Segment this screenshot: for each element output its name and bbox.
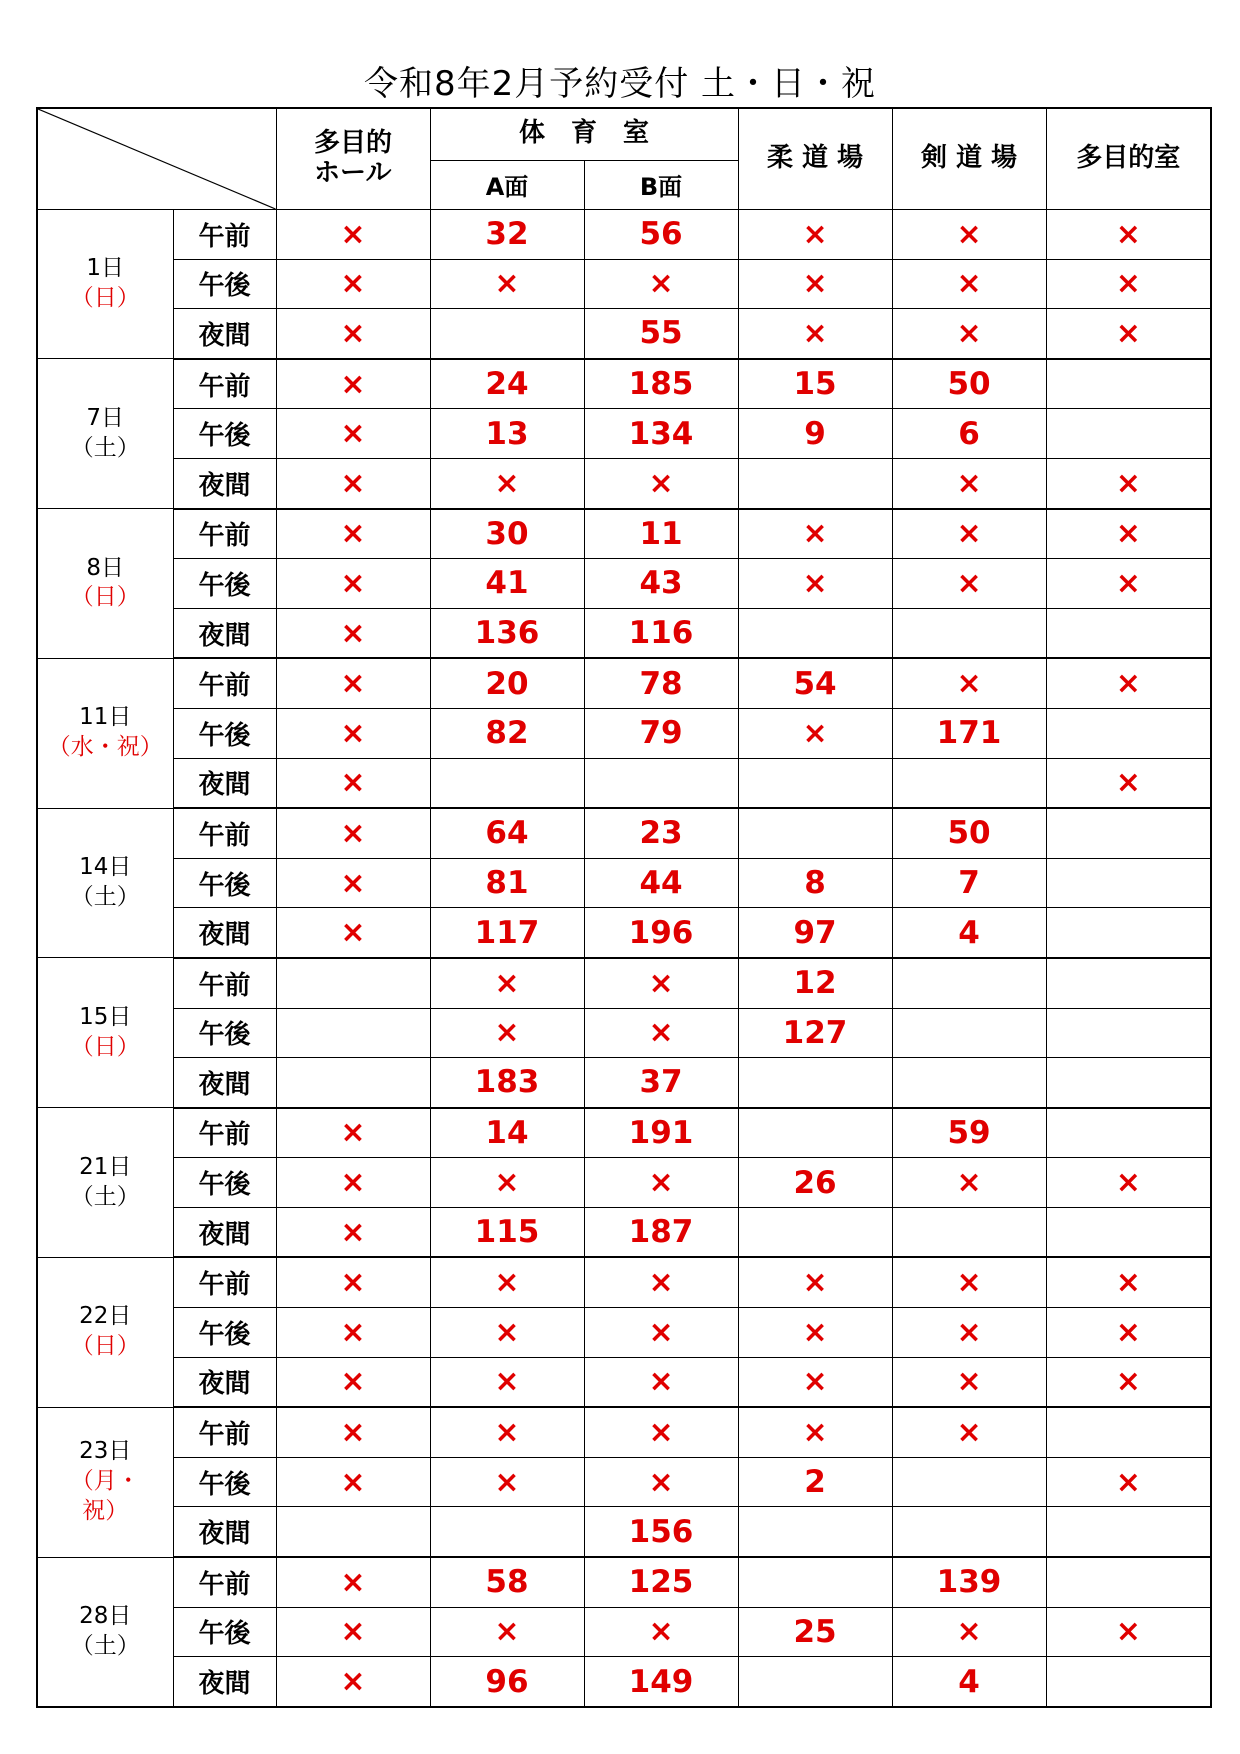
availability-cell: × [276,359,430,409]
availability-cell: × [1046,509,1211,559]
date-label: 21日 [79,1153,132,1180]
availability-cell: × [1046,210,1211,260]
table-row [37,858,1211,908]
slot-label: 午後 [173,1158,276,1208]
slot-label: 午後 [173,1308,276,1358]
slot-label: 午後 [173,708,276,758]
slot-label: 夜間 [173,908,276,958]
availability-cell: 9 [738,409,892,459]
availability-cell [738,1657,892,1707]
date-cell [37,1557,173,1707]
availability-cell: 78 [584,658,738,708]
table-row [37,1357,1211,1407]
weekday-label: （土） [70,884,140,911]
availability-cell: 79 [584,708,738,758]
availability-cell: × [276,1457,430,1507]
table-row [37,559,1211,609]
availability-cell: × [430,1607,584,1657]
slot-label: 午前 [173,359,276,409]
date-label: 14日 [79,854,132,881]
availability-cell [430,1507,584,1557]
slot-label: 午後 [173,858,276,908]
availability-cell: × [892,458,1046,508]
availability-cell [892,958,1046,1008]
availability-cell: × [738,509,892,559]
availability-cell: 136 [430,608,584,658]
availability-cell: × [276,858,430,908]
availability-cell: 171 [892,708,1046,758]
availability-cell [276,1058,430,1108]
slot-label: 夜間 [173,1207,276,1257]
date-label: 1日 [86,255,125,282]
availability-cell: × [584,458,738,508]
date-cell [37,658,173,808]
slot-label: 夜間 [173,1058,276,1108]
availability-cell [1046,1058,1211,1108]
availability-cell: 156 [584,1507,738,1557]
table-row [37,309,1211,359]
date-label: 22日 [79,1303,132,1330]
date-label: 23日 [79,1438,132,1465]
availability-cell: × [584,1357,738,1407]
availability-cell: 116 [584,608,738,658]
availability-cell: × [276,808,430,858]
slot-label: 午後 [173,1607,276,1657]
availability-cell: 125 [584,1557,738,1607]
availability-cell: 54 [738,658,892,708]
availability-cell: × [276,1108,430,1158]
slot-label: 午後 [173,409,276,459]
availability-cell [1046,359,1211,409]
slot-label: 午前 [173,658,276,708]
table-row [37,458,1211,508]
slot-label: 午前 [173,1407,276,1457]
slot-label: 午前 [173,509,276,559]
availability-cell: 20 [430,658,584,708]
availability-cell: × [738,1407,892,1457]
weekday-label: （水・祝） [47,734,163,761]
table-row [37,758,1211,808]
availability-cell: × [584,259,738,309]
availability-cell: × [1046,658,1211,708]
availability-cell: × [276,1607,430,1657]
availability-cell: × [892,1607,1046,1657]
availability-cell: 23 [584,808,738,858]
availability-cell: × [738,259,892,309]
availability-cell: 2 [738,1457,892,1507]
availability-cell: 26 [738,1158,892,1208]
slot-label: 夜間 [173,1357,276,1407]
availability-cell [1046,908,1211,958]
slot-label: 午後 [173,1008,276,1058]
date-cell [37,359,173,509]
availability-cell: 115 [430,1207,584,1257]
table-row [37,1257,1211,1307]
availability-cell: × [1046,1607,1211,1657]
slot-label: 午前 [173,958,276,1008]
availability-cell [738,1207,892,1257]
availability-cell [738,758,892,808]
availability-cell: × [738,1357,892,1407]
availability-cell [892,1507,1046,1557]
availability-cell: 24 [430,359,584,409]
availability-cell: × [430,1357,584,1407]
availability-cell: × [276,1257,430,1307]
availability-cell: × [430,458,584,508]
table-row [37,1507,1211,1557]
diagonal-line [38,109,276,209]
availability-cell: 41 [430,559,584,609]
availability-cell: × [276,1407,430,1457]
slot-label: 夜間 [173,1657,276,1707]
availability-cell: × [584,1158,738,1208]
availability-cell: × [430,1257,584,1307]
availability-cell: × [276,1657,430,1707]
availability-cell: × [276,708,430,758]
availability-cell [430,758,584,808]
availability-cell: 14 [430,1108,584,1158]
availability-cell: × [738,309,892,359]
table-row [37,1058,1211,1108]
availability-cell: × [276,1357,430,1407]
availability-cell: × [276,1308,430,1358]
availability-cell: 64 [430,808,584,858]
slot-label: 午後 [173,1457,276,1507]
availability-cell: 15 [738,359,892,409]
availability-cell: 4 [892,908,1046,958]
availability-cell: 187 [584,1207,738,1257]
date-cell [37,509,173,659]
slot-label: 午前 [173,210,276,260]
availability-cell [1046,1207,1211,1257]
availability-cell: × [276,758,430,808]
table-row [37,359,1211,409]
availability-cell [1046,1507,1211,1557]
availability-cell: × [276,309,430,359]
header-gym-a: A面 [430,160,584,210]
availability-cell: 97 [738,908,892,958]
availability-cell [738,1507,892,1557]
availability-cell: × [892,509,1046,559]
weekday-label: （月・ 祝） [70,1468,140,1525]
slot-label: 午後 [173,259,276,309]
slot-label: 午後 [173,559,276,609]
weekday-label: （日） [70,1033,140,1060]
availability-cell: 183 [430,1058,584,1108]
table-row [37,908,1211,958]
availability-cell [892,1457,1046,1507]
table-row [37,658,1211,708]
availability-cell: × [584,1457,738,1507]
slot-label: 夜間 [173,309,276,359]
availability-cell: 134 [584,409,738,459]
availability-cell: × [584,958,738,1008]
availability-cell: × [892,658,1046,708]
header-gym: 体 育 室 [430,108,738,160]
availability-cell: × [276,210,430,260]
availability-cell [892,1058,1046,1108]
availability-cell: 82 [430,708,584,758]
table-row [37,608,1211,658]
table-row [37,1207,1211,1257]
availability-cell: × [892,559,1046,609]
slot-label: 午前 [173,1257,276,1307]
availability-cell: × [1046,1357,1211,1407]
availability-cell [276,1008,430,1058]
availability-cell [584,758,738,808]
weekday-label: （日） [70,285,140,312]
availability-cell: × [738,1308,892,1358]
table-row [37,1308,1211,1358]
table-row [37,1557,1211,1607]
availability-cell: 185 [584,359,738,409]
table-row [37,509,1211,559]
date-label: 15日 [79,1003,132,1030]
header-hall [276,108,430,210]
availability-cell [276,958,430,1008]
availability-cell: × [276,509,430,559]
date-cell [37,1108,173,1258]
availability-cell: × [584,1308,738,1358]
date-cell [37,210,173,359]
table-row [37,1158,1211,1208]
availability-cell: 4 [892,1657,1046,1707]
availability-cell: × [1046,1257,1211,1307]
availability-cell: × [1046,1457,1211,1507]
availability-cell: 32 [430,210,584,260]
availability-cell [1046,1407,1211,1457]
date-label: 28日 [79,1602,132,1629]
availability-cell: × [892,1357,1046,1407]
availability-cell: × [276,409,430,459]
availability-cell: × [892,1257,1046,1307]
availability-cell: × [584,1008,738,1058]
availability-cell: 56 [584,210,738,260]
availability-cell: × [584,1607,738,1657]
availability-cell: 25 [738,1607,892,1657]
table-row [37,1657,1211,1707]
weekday-label: （日） [70,1333,140,1360]
header-multi-room: 多目的室 [1046,108,1211,210]
availability-cell: 59 [892,1108,1046,1158]
availability-cell: × [738,210,892,260]
availability-cell: × [430,958,584,1008]
availability-cell: 8 [738,858,892,908]
availability-cell: 44 [584,858,738,908]
weekday-label: （土） [70,1183,140,1210]
table-row [37,1457,1211,1507]
header-hall-label: 多目的 ホール [313,128,392,188]
availability-cell [1046,708,1211,758]
availability-cell [1046,808,1211,858]
availability-cell: × [276,559,430,609]
availability-cell: 12 [738,958,892,1008]
page-title: 令和8年2月予約受付 土・日・祝 [363,64,877,104]
date-cell [37,1257,173,1407]
table-row [37,708,1211,758]
availability-cell: 81 [430,858,584,908]
availability-cell [738,1108,892,1158]
availability-cell: × [276,1557,430,1607]
availability-cell: 127 [738,1008,892,1058]
availability-cell: × [276,259,430,309]
availability-cell: × [892,1308,1046,1358]
availability-cell [1046,1557,1211,1607]
availability-cell: × [738,1257,892,1307]
table-row [37,210,1211,260]
availability-cell: × [430,1008,584,1058]
weekday-label: （土） [70,434,140,461]
availability-cell: × [1046,758,1211,808]
slot-label: 午前 [173,1108,276,1158]
slot-label: 午前 [173,1557,276,1607]
availability-cell [1046,958,1211,1008]
date-label: 7日 [86,404,125,431]
availability-cell: 7 [892,858,1046,908]
availability-cell [892,608,1046,658]
availability-cell: × [892,259,1046,309]
availability-cell: × [738,559,892,609]
availability-cell: 96 [430,1657,584,1707]
availability-cell: × [430,1457,584,1507]
availability-cell: × [892,309,1046,359]
table-row [37,808,1211,858]
availability-cell: 55 [584,309,738,359]
availability-cell: × [1046,259,1211,309]
availability-cell: × [276,458,430,508]
availability-cell: × [276,1207,430,1257]
availability-cell: 117 [430,908,584,958]
availability-cell: 43 [584,559,738,609]
availability-cell: 6 [892,409,1046,459]
availability-cell: × [1046,559,1211,609]
table-row [37,1108,1211,1158]
availability-cell: × [892,210,1046,260]
table-row [37,1008,1211,1058]
availability-cell [1046,1008,1211,1058]
corner-cell [37,108,276,210]
availability-cell: 58 [430,1557,584,1607]
header-kendo: 剣 道 場 [892,108,1046,210]
table-row [37,259,1211,309]
slot-label: 午前 [173,808,276,858]
availability-cell: × [1046,458,1211,508]
availability-cell: × [276,1158,430,1208]
availability-cell: × [276,608,430,658]
slot-label: 夜間 [173,758,276,808]
availability-cell [1046,858,1211,908]
date-label: 8日 [86,554,125,581]
availability-cell: 30 [430,509,584,559]
availability-cell: × [430,259,584,309]
availability-cell: 50 [892,808,1046,858]
weekday-label: （土） [70,1632,140,1659]
availability-cell: × [1046,309,1211,359]
availability-cell: 196 [584,908,738,958]
availability-cell [738,1557,892,1607]
table-row [37,1407,1211,1457]
availability-cell [738,608,892,658]
date-cell [37,808,173,958]
table-row [37,1607,1211,1657]
availability-cell [1046,1108,1211,1158]
availability-cell [1046,608,1211,658]
availability-cell: 37 [584,1058,738,1108]
availability-cell: × [276,658,430,708]
availability-cell: × [430,1158,584,1208]
availability-cell: 139 [892,1557,1046,1607]
header-judo: 柔 道 場 [738,108,892,210]
availability-cell: × [1046,1308,1211,1358]
availability-cell [892,1008,1046,1058]
availability-cell: 13 [430,409,584,459]
slot-label: 夜間 [173,1507,276,1557]
reservation-table [36,107,1212,1708]
weekday-label: （日） [70,584,140,611]
availability-cell [1046,1657,1211,1707]
availability-cell: × [584,1257,738,1307]
availability-cell: 11 [584,509,738,559]
table-row [37,958,1211,1008]
availability-cell [430,309,584,359]
availability-cell [892,1207,1046,1257]
availability-cell: × [738,708,892,758]
availability-cell: 191 [584,1108,738,1158]
availability-cell: × [276,908,430,958]
table-row [37,409,1211,459]
availability-cell [738,458,892,508]
slot-label: 夜間 [173,458,276,508]
availability-cell [276,1507,430,1557]
availability-cell: × [1046,1158,1211,1208]
availability-cell [892,758,1046,808]
availability-cell [738,808,892,858]
availability-cell: × [892,1407,1046,1457]
availability-cell: 50 [892,359,1046,409]
availability-cell: × [430,1308,584,1358]
availability-cell [1046,409,1211,459]
date-cell [37,1407,173,1557]
availability-cell [738,1058,892,1108]
availability-cell: × [892,1158,1046,1208]
availability-cell: 149 [584,1657,738,1707]
date-label: 11日 [79,704,132,731]
date-cell [37,958,173,1108]
availability-cell: × [584,1407,738,1457]
availability-cell: × [430,1407,584,1457]
header-gym-b: B面 [584,160,738,210]
slot-label: 夜間 [173,608,276,658]
